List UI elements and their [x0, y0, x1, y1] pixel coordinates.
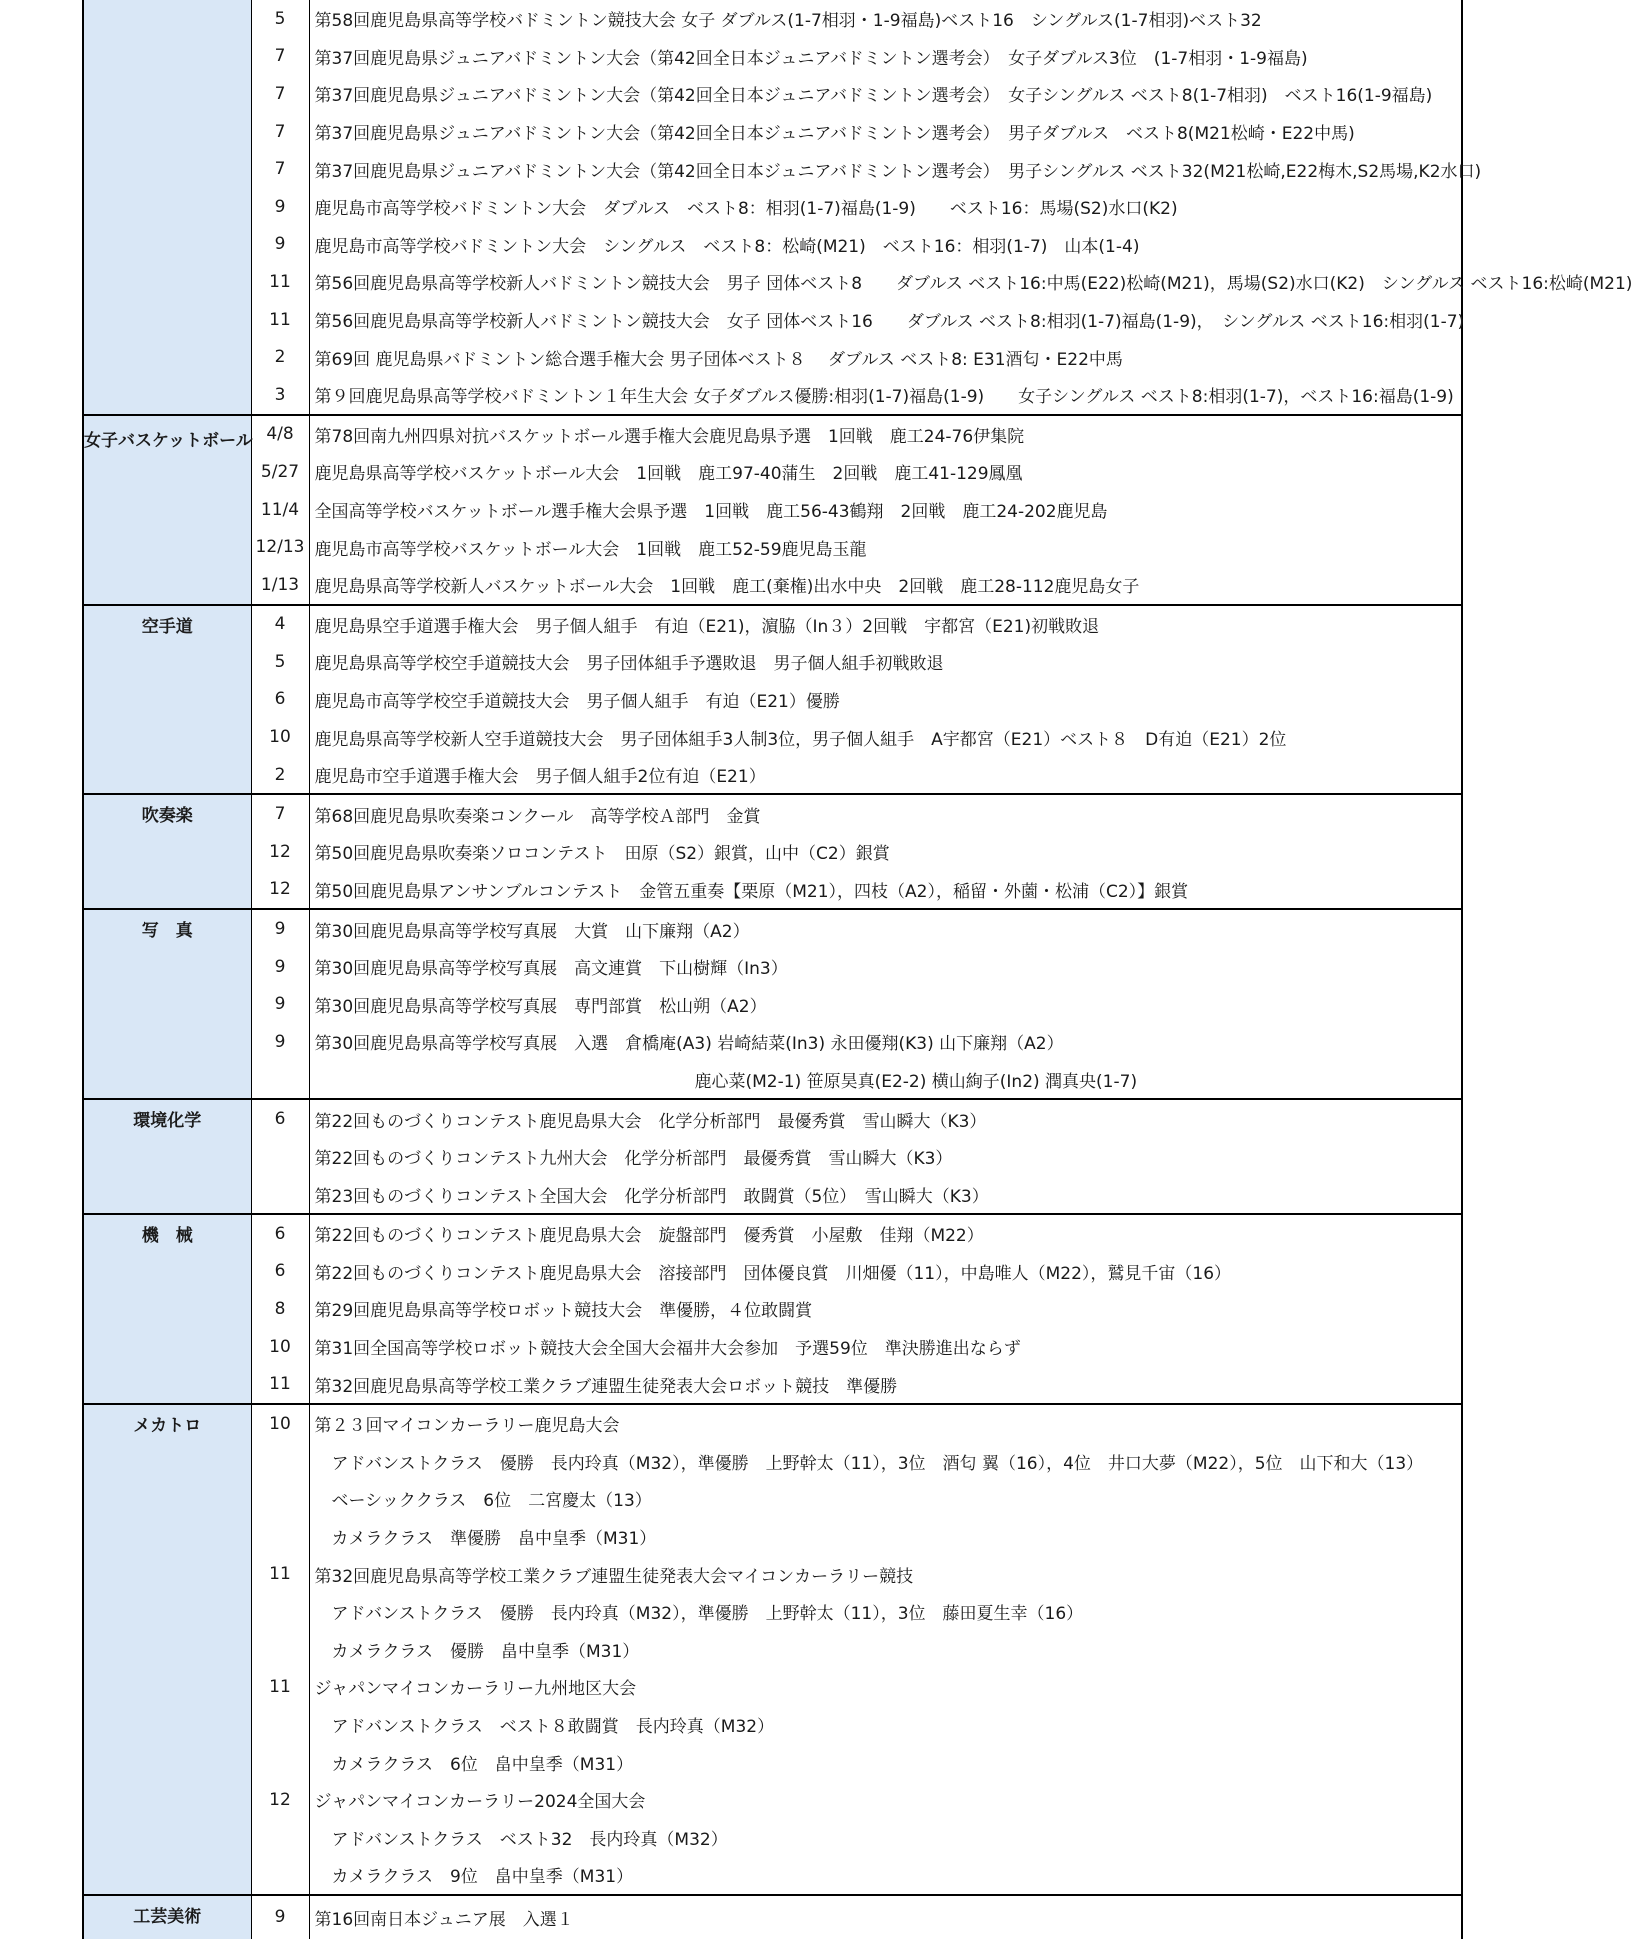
result-row — [83, 871, 1462, 910]
result-row — [83, 528, 1462, 566]
result-text-cell: 第32回鹿児島県高等学校工業クラブ連盟生徒発表大会ロボット競技 準優勝 — [309, 1365, 1462, 1404]
month-cell: 6 — [251, 1099, 309, 1138]
result-text-cell: 第37回鹿児島県ジュニアバドミントン大会（第42回全日本ジュニアバドミントン選考会） 男子シングルス ベスト32(M21松崎,E22梅木,S2馬場,K2水口) — [309, 150, 1462, 188]
result-row — [83, 1518, 1462, 1556]
result-text-cell: 第30回鹿児島県高等学校写真展 大賞 山下廉翔（A2） — [309, 909, 1462, 948]
results-table-body — [83, 0, 1632, 1939]
result-text-cell: 第９回鹿児島県高等学校バドミントン１年生大会 女子ダブルス優勝:相羽(1-7)福島(1-9) 女子シングルス ベスト8:相羽(1-7)，ベスト16:福島(1-9) — [309, 376, 1462, 415]
month-cell: 11 — [251, 301, 309, 339]
result-text-cell: ベーシッククラス 6位 二宮慶太（13） — [309, 1480, 1462, 1518]
result-row — [83, 1895, 1462, 1939]
result-row — [83, 566, 1462, 605]
result-text-cell: 第22回ものづくりコンテスト鹿児島県大会 溶接部門 団体優良賞 川畑優（11），中島唯人（M22），鷲見千宙（16） — [309, 1253, 1462, 1291]
result-row — [83, 0, 1462, 38]
result-text-cell: 鹿心菜(M2-1) 笹原昊真(E2-2) 横山絢子(In2) 潤真央(1-7) — [309, 1061, 1462, 1100]
result-row — [83, 1023, 1462, 1061]
month-cell — [251, 1175, 309, 1214]
result-text-cell: アドバンストクラス 優勝 長内玲真（M32），準優勝 上野幹太（11），3位 藤田夏生幸（16） — [309, 1593, 1462, 1631]
result-row — [83, 338, 1462, 376]
result-row — [83, 1668, 1462, 1706]
result-text-cell: カメラクラス 優勝 畠中皇季（M31） — [309, 1631, 1462, 1669]
result-row — [83, 643, 1462, 681]
result-text-cell: アドバンストクラス ベスト８敢闘賞 長内玲真（M32） — [309, 1706, 1462, 1744]
result-text-cell: アドバンストクラス 優勝 長内玲真（M32），準優勝 上野幹太（11），3位 酒匂 翼（16），4位 井口大夢（M22），5位 山下和大（13） — [309, 1443, 1462, 1481]
month-cell: 6 — [251, 1253, 309, 1291]
month-cell: 11/4 — [251, 491, 309, 529]
result-text-cell: 第78回南九州四県対抗バスケットボール選手権大会鹿児島県予選 1回戦 鹿工24-76伊集院 — [309, 415, 1462, 454]
month-cell: 2 — [251, 756, 309, 795]
month-cell — [251, 1819, 309, 1857]
month-cell: 11 — [251, 1365, 309, 1404]
month-cell — [251, 1138, 309, 1176]
month-cell: 12 — [251, 833, 309, 871]
result-text-cell: 第56回鹿児島県高等学校新人バドミントン競技大会 男子 団体ベスト8 ダブルス ベスト16:中馬(E22)松崎(M21)，馬場(S2)水口(K2) シングルス ベスト16:松崎(M21) — [309, 263, 1462, 301]
club-name-cell: 工芸美術 — [83, 1895, 251, 1939]
month-cell: 7 — [251, 150, 309, 188]
result-row — [83, 1290, 1462, 1328]
club-name-cell: 女子バスケットボール — [83, 415, 251, 605]
month-cell — [251, 1480, 309, 1518]
result-row — [83, 1443, 1462, 1481]
result-row — [83, 301, 1462, 339]
result-row — [83, 1365, 1462, 1404]
month-cell — [251, 1518, 309, 1556]
result-row — [83, 681, 1462, 719]
result-text-cell: 第50回鹿児島県アンサンブルコンテスト 金管五重奏【栗原（M21），四枝（A2），稲留・外薗・松浦（C2）】銀賞 — [309, 871, 1462, 910]
result-row — [83, 1099, 1462, 1138]
month-cell — [251, 1856, 309, 1895]
result-row — [83, 718, 1462, 756]
result-row — [83, 226, 1462, 264]
month-cell: 9 — [251, 985, 309, 1023]
club-name-cell: 写 真 — [83, 909, 251, 1099]
result-text-cell: 第50回鹿児島県吹奏楽ソロコンテスト 田原（S2）銀賞，山中（C2）銀賞 — [309, 833, 1462, 871]
result-text-cell: 全国高等学校バスケットボール選手権大会県予選 1回戦 鹿工56-43鶴翔 2回戦 鹿工24-202鹿児島 — [309, 491, 1462, 529]
month-cell: 5/27 — [251, 453, 309, 491]
month-cell: 9 — [251, 948, 309, 986]
club-name-cell: メカトロ — [83, 1404, 251, 1895]
result-row — [83, 1138, 1462, 1176]
result-row — [83, 415, 1462, 454]
result-text-cell: 第37回鹿児島県ジュニアバドミントン大会（第42回全日本ジュニアバドミントン選考会） 男子ダブルス ベスト8(M21松崎・E22中馬) — [309, 113, 1462, 151]
club-name-cell: 吹奏楽 — [83, 794, 251, 909]
club-name-cell — [83, 0, 251, 415]
month-cell — [251, 1706, 309, 1744]
result-text-cell: 第69回 鹿児島県バドミントン総合選手権大会 男子団体ベスト８ ダブルス ベスト8: E31酒匂・E22中馬 — [309, 338, 1462, 376]
result-text-cell: 鹿児島県高等学校空手道競技大会 男子団体組手予選敗退 男子個人組手初戦敗退 — [309, 643, 1462, 681]
month-cell — [251, 1443, 309, 1481]
result-row — [83, 1404, 1462, 1443]
result-row — [83, 1061, 1462, 1100]
month-cell: 12 — [251, 1781, 309, 1819]
club-name-cell: 空手道 — [83, 605, 251, 795]
result-text-cell: 鹿児島市空手道選手権大会 男子個人組手2位有迫（E21） — [309, 756, 1462, 795]
club-name-cell: 機 械 — [83, 1214, 251, 1404]
result-text-cell: 第30回鹿児島県高等学校写真展 高文連賞 下山樹輝（In3） — [309, 948, 1462, 986]
month-cell: 5 — [251, 643, 309, 681]
month-cell: 12/13 — [251, 528, 309, 566]
result-text-cell: 第37回鹿児島県ジュニアバドミントン大会（第42回全日本ジュニアバドミントン選考会） 女子ダブルス3位 (1-7相羽・1-9福島) — [309, 38, 1462, 76]
month-cell — [251, 1631, 309, 1669]
results-table — [82, 0, 1632, 1939]
result-row — [83, 38, 1462, 76]
result-row — [83, 756, 1462, 795]
result-row — [83, 909, 1462, 948]
month-cell: 7 — [251, 38, 309, 76]
result-text-cell: 鹿児島市高等学校空手道競技大会 男子個人組手 有迫（E21）優勝 — [309, 681, 1462, 719]
month-cell: 6 — [251, 681, 309, 719]
result-row — [83, 150, 1462, 188]
result-text-cell: 第16回南日本ジュニア展 入選１ — [309, 1895, 1462, 1939]
month-cell: 5 — [251, 0, 309, 38]
result-text-cell: 鹿児島県高等学校新人バスケットボール大会 1回戦 鹿工(棄権)出水中央 2回戦 鹿工28-112鹿児島女子 — [309, 566, 1462, 605]
result-row — [83, 1175, 1462, 1214]
club-name-cell: 環境化学 — [83, 1099, 251, 1214]
month-cell: 9 — [251, 226, 309, 264]
result-text-cell: 鹿児島県高等学校バスケットボール大会 1回戦 鹿工97-40蒲生 2回戦 鹿工41-129鳳凰 — [309, 453, 1462, 491]
result-row — [83, 1253, 1462, 1291]
result-row — [83, 948, 1462, 986]
result-text-cell: 第２３回マイコンカーラリー鹿児島大会 — [309, 1404, 1462, 1443]
month-cell: 8 — [251, 1290, 309, 1328]
result-text-cell: 第22回ものづくりコンテスト鹿児島県大会 旋盤部門 優秀賞 小屋敷 佳翔（M22） — [309, 1214, 1462, 1253]
month-cell: 12 — [251, 871, 309, 910]
result-text-cell: 第31回全国高等学校ロボット競技大会全国大会福井大会参加 予選59位 準決勝進出ならず — [309, 1328, 1462, 1366]
result-text-cell: ジャパンマイコンカーラリー2024全国大会 — [309, 1781, 1462, 1819]
month-cell: 7 — [251, 794, 309, 833]
result-row — [83, 263, 1462, 301]
result-row — [83, 794, 1462, 833]
month-cell: 6 — [251, 1214, 309, 1253]
result-text-cell: 鹿児島県空手道選手権大会 男子個人組手 有迫（E21)，濵脇（In３）2回戦 宇都宮（E21)初戦敗退 — [309, 605, 1462, 644]
result-row — [83, 75, 1462, 113]
month-cell: 3 — [251, 376, 309, 415]
result-text-cell: 第56回鹿児島県高等学校新人バドミントン競技大会 女子 団体ベスト16 ダブルス ベスト8:相羽(1-7)福島(1-9)， シングルス ベスト16:相羽(1-7) — [309, 301, 1462, 339]
result-text-cell: カメラクラス 準優勝 畠中皇季（M31） — [309, 1518, 1462, 1556]
result-row — [83, 1819, 1462, 1857]
result-text-cell: 鹿児島市高等学校バスケットボール大会 1回戦 鹿工52-59鹿児島玉龍 — [309, 528, 1462, 566]
result-text-cell: 第23回ものづくりコンテスト全国大会 化学分析部門 敢闘賞（5位） 雪山瞬大（K3） — [309, 1175, 1462, 1214]
result-text-cell: 第22回ものづくりコンテスト鹿児島県大会 化学分析部門 最優秀賞 雪山瞬大（K3） — [309, 1099, 1462, 1138]
month-cell: 10 — [251, 718, 309, 756]
result-row — [83, 605, 1462, 644]
result-row — [83, 113, 1462, 151]
result-text-cell: カメラクラス 6位 畠中皇季（M31） — [309, 1743, 1462, 1781]
result-row — [83, 1781, 1462, 1819]
month-cell: 10 — [251, 1404, 309, 1443]
result-row — [83, 1743, 1462, 1781]
month-cell: 9 — [251, 1895, 309, 1939]
month-cell: 11 — [251, 1555, 309, 1593]
month-cell: 4/8 — [251, 415, 309, 454]
result-row — [83, 1214, 1462, 1253]
month-cell: 7 — [251, 113, 309, 151]
result-text-cell: 第37回鹿児島県ジュニアバドミントン大会（第42回全日本ジュニアバドミントン選考会） 女子シングルス ベスト8(1-7相羽) ベスト16(1-9福島) — [309, 75, 1462, 113]
month-cell: 10 — [251, 1328, 309, 1366]
month-cell: 4 — [251, 605, 309, 644]
result-row — [83, 1328, 1462, 1366]
month-cell — [251, 1061, 309, 1100]
result-row — [83, 985, 1462, 1023]
result-text-cell: カメラクラス 9位 畠中皇季（M31） — [309, 1856, 1462, 1895]
result-text-cell: 第32回鹿児島県高等学校工業クラブ連盟生徒発表大会マイコンカーラリー競技 — [309, 1555, 1462, 1593]
month-cell: 9 — [251, 909, 309, 948]
result-text-cell: 鹿児島市高等学校バドミントン大会 シングルス ベスト8：松崎(M21) ベスト16：相羽(1-7) 山本(1-4) — [309, 226, 1462, 264]
month-cell — [251, 1593, 309, 1631]
result-row — [83, 491, 1462, 529]
month-cell: 9 — [251, 188, 309, 226]
result-row — [83, 453, 1462, 491]
result-row — [83, 833, 1462, 871]
month-cell: 1/13 — [251, 566, 309, 605]
result-text-cell: アドバンストクラス ベスト32 長内玲真（M32） — [309, 1819, 1462, 1857]
result-row — [83, 188, 1462, 226]
result-row — [83, 1480, 1462, 1518]
month-cell: 9 — [251, 1023, 309, 1061]
result-row — [83, 1555, 1462, 1593]
month-cell: 11 — [251, 1668, 309, 1706]
result-row — [83, 1856, 1462, 1895]
result-text-cell: 第30回鹿児島県高等学校写真展 専門部賞 松山朔（A2） — [309, 985, 1462, 1023]
result-text-cell: 鹿児島県高等学校新人空手道競技大会 男子団体組手3人制3位，男子個人組手 A宇都宮（E21）ベスト８ D有迫（E21）2位 — [309, 718, 1462, 756]
month-cell: 2 — [251, 338, 309, 376]
result-text-cell: 第29回鹿児島県高等学校ロボット競技大会 準優勝，４位敢闘賞 — [309, 1290, 1462, 1328]
result-text-cell: 第58回鹿児島県高等学校バドミントン競技大会 女子 ダブルス(1-7相羽・1-9福島)ベスト16 シングルス(1-7相羽)ベスト32 — [309, 0, 1462, 38]
result-row — [83, 1593, 1462, 1631]
result-text-cell: ジャパンマイコンカーラリー九州地区大会 — [309, 1668, 1462, 1706]
result-row — [83, 376, 1462, 415]
month-cell — [251, 1743, 309, 1781]
result-row — [83, 1706, 1462, 1744]
result-text-cell: 第68回鹿児島県吹奏楽コンクール 高等学校Ａ部門 金賞 — [309, 794, 1462, 833]
result-text-cell: 鹿児島市高等学校バドミントン大会 ダブルス ベスト8：相羽(1-7)福島(1-9) ベスト16：馬場(S2)水口(K2) — [309, 188, 1462, 226]
month-cell: 11 — [251, 263, 309, 301]
result-text-cell: 第22回ものづくりコンテスト九州大会 化学分析部門 最優秀賞 雪山瞬大（K3） — [309, 1138, 1462, 1176]
result-row — [83, 1631, 1462, 1669]
month-cell: 7 — [251, 75, 309, 113]
result-text-cell: 第30回鹿児島県高等学校写真展 入選 倉橋庵(A3) 岩崎結菜(In3) 永田優翔(K3) 山下廉翔（A2） — [309, 1023, 1462, 1061]
